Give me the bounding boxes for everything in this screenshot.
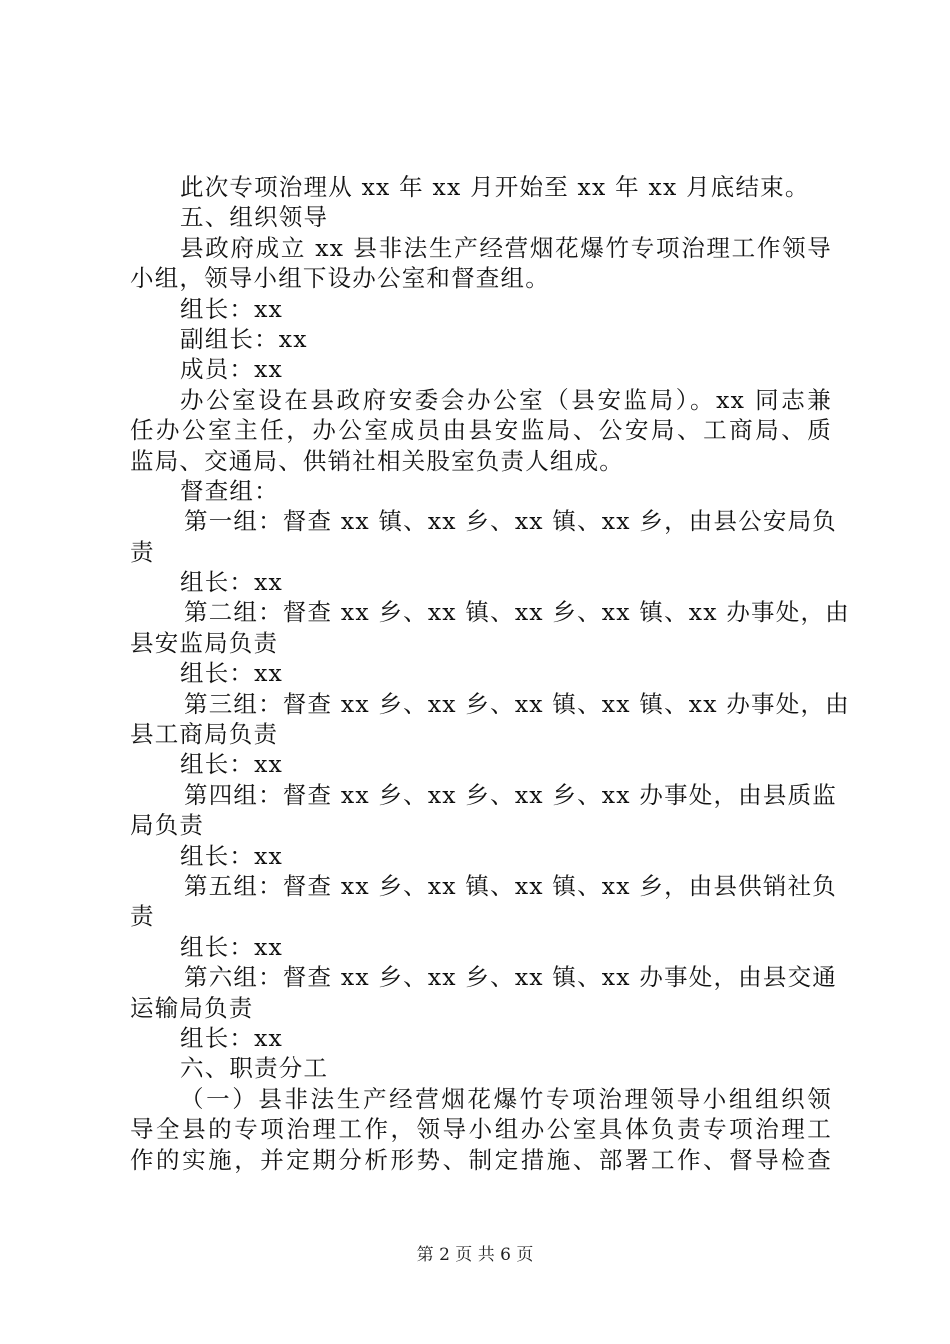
paragraph-line: 办公室设在县政府安委会办公室（县安监局）。xx 同志兼 bbox=[180, 385, 832, 414]
page-footer: 第 2 页 共 6 页 bbox=[416, 1245, 534, 1265]
paragraph-line: 局负责 bbox=[130, 811, 205, 840]
paragraph-line: 第一组：督查 xx 镇、xx 乡、xx 镇、xx 乡，由县公安局负 bbox=[184, 507, 837, 536]
paragraph-line: 导全县的专项治理工作，领导小组办公室具体负责专项治理工 bbox=[130, 1115, 832, 1144]
paragraph-line: 组长：xx bbox=[180, 841, 284, 870]
paragraph-line: 任办公室主任，办公室成员由县安监局、公安局、工商局、质 bbox=[130, 416, 832, 445]
paragraph-line: 县工商局负责 bbox=[130, 720, 279, 749]
paragraph-line: 运输局负责 bbox=[130, 993, 254, 1022]
paragraph-line: 监局、交通局、供销社相关股室负责人组成。 bbox=[130, 446, 624, 475]
paragraph-line: 第三组：督查 xx 乡、xx 乡、xx 镇、xx 镇、xx 办事处，由 bbox=[184, 689, 850, 718]
paragraph-line: 小组，领导小组下设办公室和督查组。 bbox=[130, 264, 550, 293]
paragraph-line: 县政府成立 xx 县非法生产经营烟花爆竹专项治理工作领导 bbox=[180, 233, 832, 262]
paragraph-line: 副组长：xx bbox=[180, 324, 308, 353]
paragraph-line: 第六组：督查 xx 乡、xx 乡、xx 镇、xx 办事处，由县交通 bbox=[184, 963, 837, 992]
paragraph-line: 组长：xx bbox=[180, 659, 284, 688]
paragraph-line: 组长：xx bbox=[180, 294, 284, 323]
paragraph-line: 作的实施，并定期分析形势、制定措施、部署工作、督导检查 bbox=[130, 1145, 832, 1174]
paragraph-line: 成员：xx bbox=[180, 355, 284, 384]
section-heading: 六、职责分工 bbox=[180, 1054, 329, 1083]
paragraph-line: 组长：xx bbox=[180, 568, 284, 597]
paragraph-line: 第二组：督查 xx 乡、xx 镇、xx 乡、xx 镇、xx 办事处，由 bbox=[184, 598, 850, 627]
paragraph-line: 第四组：督查 xx 乡、xx 乡、xx 乡、xx 办事处，由县质监 bbox=[184, 780, 837, 809]
paragraph-line: 督查组： bbox=[180, 476, 279, 505]
paragraph-line: 组长：xx bbox=[180, 1023, 284, 1052]
paragraph-line: 此次专项治理从 xx 年 xx 月开始至 xx 年 xx 月底结束。 bbox=[180, 173, 810, 201]
document-body bbox=[130, 172, 850, 1175]
paragraph-line: 责 bbox=[130, 537, 155, 566]
paragraph-line: 组长：xx bbox=[180, 750, 284, 779]
section-heading: 五、组织领导 bbox=[180, 203, 329, 232]
paragraph-line: 组长：xx bbox=[180, 932, 284, 961]
paragraph-line: （一）县非法生产经营烟花爆竹专项治理领导小组组织领 bbox=[180, 1084, 832, 1113]
paragraph-line: 县安监局负责 bbox=[130, 628, 279, 657]
paragraph-line: 责 bbox=[130, 902, 155, 931]
paragraph-line: 第五组：督查 xx 乡、xx 镇、xx 镇、xx 乡，由县供销社负 bbox=[184, 871, 837, 900]
